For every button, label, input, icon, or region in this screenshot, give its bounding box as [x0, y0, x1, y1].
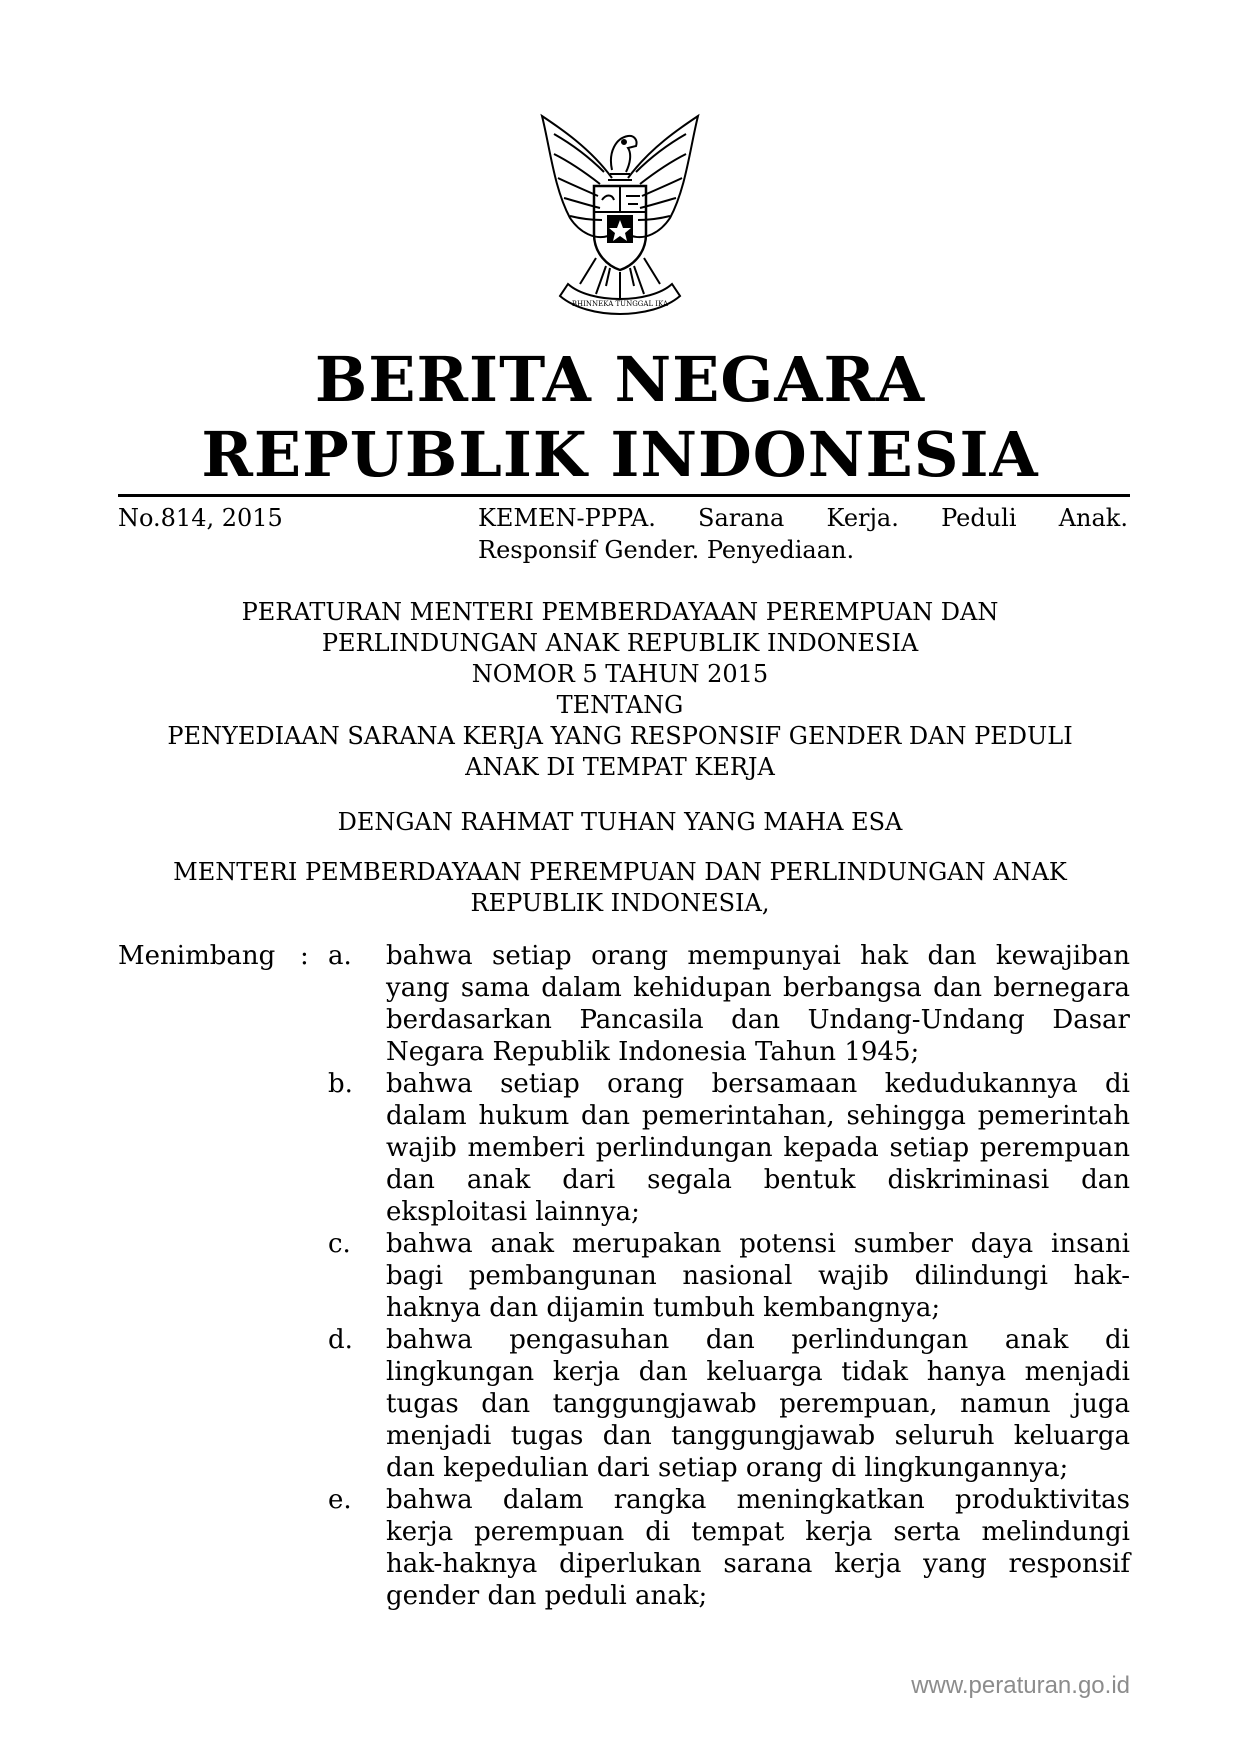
item-line: menjadi tugas dan tanggungjawab seluruh keluarga [386, 1421, 1130, 1451]
item-line: bahwa pengasuhan dan perlindungan anak di [386, 1325, 1130, 1355]
publication-title-line2: REPUBLIK INDONESIA [201, 418, 1039, 491]
item-marker: e. [328, 1485, 352, 1515]
item-line: kerja perempuan di tempat kerja serta melindungi [386, 1517, 1130, 1547]
header-divider [118, 494, 1130, 497]
regulation-subject-line: ANAK DI TEMPAT KERJA [465, 753, 775, 781]
item-line: tugas dan tanggungjawab perempuan, namun juga [386, 1389, 1130, 1419]
garuda-emblem-icon [520, 108, 720, 328]
item-line: eksploitasi lainnya; [386, 1197, 640, 1227]
gazette-subject-line1 [478, 502, 1128, 534]
gazette-subject [478, 502, 1128, 566]
publication-title-line1: BERITA NEGARA [314, 343, 926, 416]
considering-label: Menimbang [118, 941, 276, 971]
minister-heading [0, 857, 1240, 919]
subject-word: Kerja. [826, 504, 899, 532]
item-line: yang sama dalam kehidupan berbangsa dan bernegara [386, 973, 1130, 1003]
item-line: lingkungan kerja dan keluarga tidak hanya menjadi [386, 1357, 1130, 1387]
regulation-subject-line: PENYEDIAAN SARANA KERJA YANG RESPONSIF GENDER DAN PEDULI [167, 722, 1073, 750]
item-line: bagi pembangunan nasional wajib dilindungi hak- [386, 1261, 1130, 1291]
item-marker: c. [328, 1229, 351, 1259]
item-marker: b. [328, 1069, 353, 1099]
item-marker: a. [328, 941, 352, 971]
item-line: bahwa dalam rangka meningkatkan produktivitas [386, 1485, 1130, 1515]
regulation-heading-line: PERLINDUNGAN ANAK REPUBLIK INDONESIA [321, 629, 919, 657]
gazette-subject-line2: Responsif Gender. Penyediaan. [478, 536, 855, 564]
regulation-heading-line: PERATURAN MENTERI PEMBERDAYAAN PEREMPUAN DAN [241, 598, 999, 626]
regulation-number: NOMOR 5 TAHUN 2015 [471, 660, 769, 688]
regulation-tentang: TENTANG [556, 691, 684, 719]
subject-word: KEMEN-PPPA. [478, 504, 656, 532]
item-line: dan kepedulian dari setiap orang di lingkungannya; [386, 1453, 1069, 1483]
item-line: berdasarkan Pancasila dan Undang-Undang Dasar [386, 1005, 1130, 1035]
considering-colon: : [300, 941, 309, 971]
item-line: hak-haknya diperlukan sarana kerja yang responsif [386, 1549, 1130, 1579]
item-line: Negara Republik Indonesia Tahun 1945; [386, 1037, 920, 1067]
minister-heading-line: MENTERI PEMBERDAYAAN PEREMPUAN DAN PERLINDUNGAN ANAK [173, 858, 1067, 886]
item-text [386, 1068, 1130, 1228]
item-line: gender dan peduli anak; [386, 1581, 708, 1611]
subject-word: Sarana [698, 504, 785, 532]
item-text [386, 1484, 1130, 1612]
item-line: bahwa setiap orang mempunyai hak dan kewajiban [386, 941, 1130, 971]
item-text [386, 940, 1130, 1068]
item-text [386, 1324, 1130, 1484]
item-text [386, 1228, 1130, 1324]
emblem-motto: BHINNEKA TUNGGAL IKA [571, 300, 669, 308]
item-line: haknya dan dijamin tumbuh kembangnya; [386, 1293, 941, 1323]
rahmat-line: DENGAN RAHMAT TUHAN YANG MAHA ESA [337, 808, 903, 836]
item-line: bahwa anak merupakan potensi sumber daya insani [386, 1229, 1130, 1259]
item-line: bahwa setiap orang bersamaan kedudukannya di [386, 1069, 1130, 1099]
subject-word: Anak. [1058, 504, 1128, 532]
item-line: dalam hukum dan pemerintahan, sehingga pemerintah [386, 1101, 1130, 1131]
minister-heading-line: REPUBLIK INDONESIA, [470, 889, 770, 917]
subject-word: Peduli [941, 504, 1017, 532]
regulation-heading [0, 597, 1240, 783]
item-line: dan anak dari segala bentuk diskriminasi dan [386, 1165, 1130, 1195]
item-marker: d. [328, 1325, 353, 1355]
footer-url[interactable]: www.peraturan.go.id [911, 1672, 1130, 1699]
item-line: wajib memberi perlindungan kepada setiap perempuan [386, 1133, 1130, 1163]
gazette-number: No.814, 2015 [118, 504, 283, 532]
